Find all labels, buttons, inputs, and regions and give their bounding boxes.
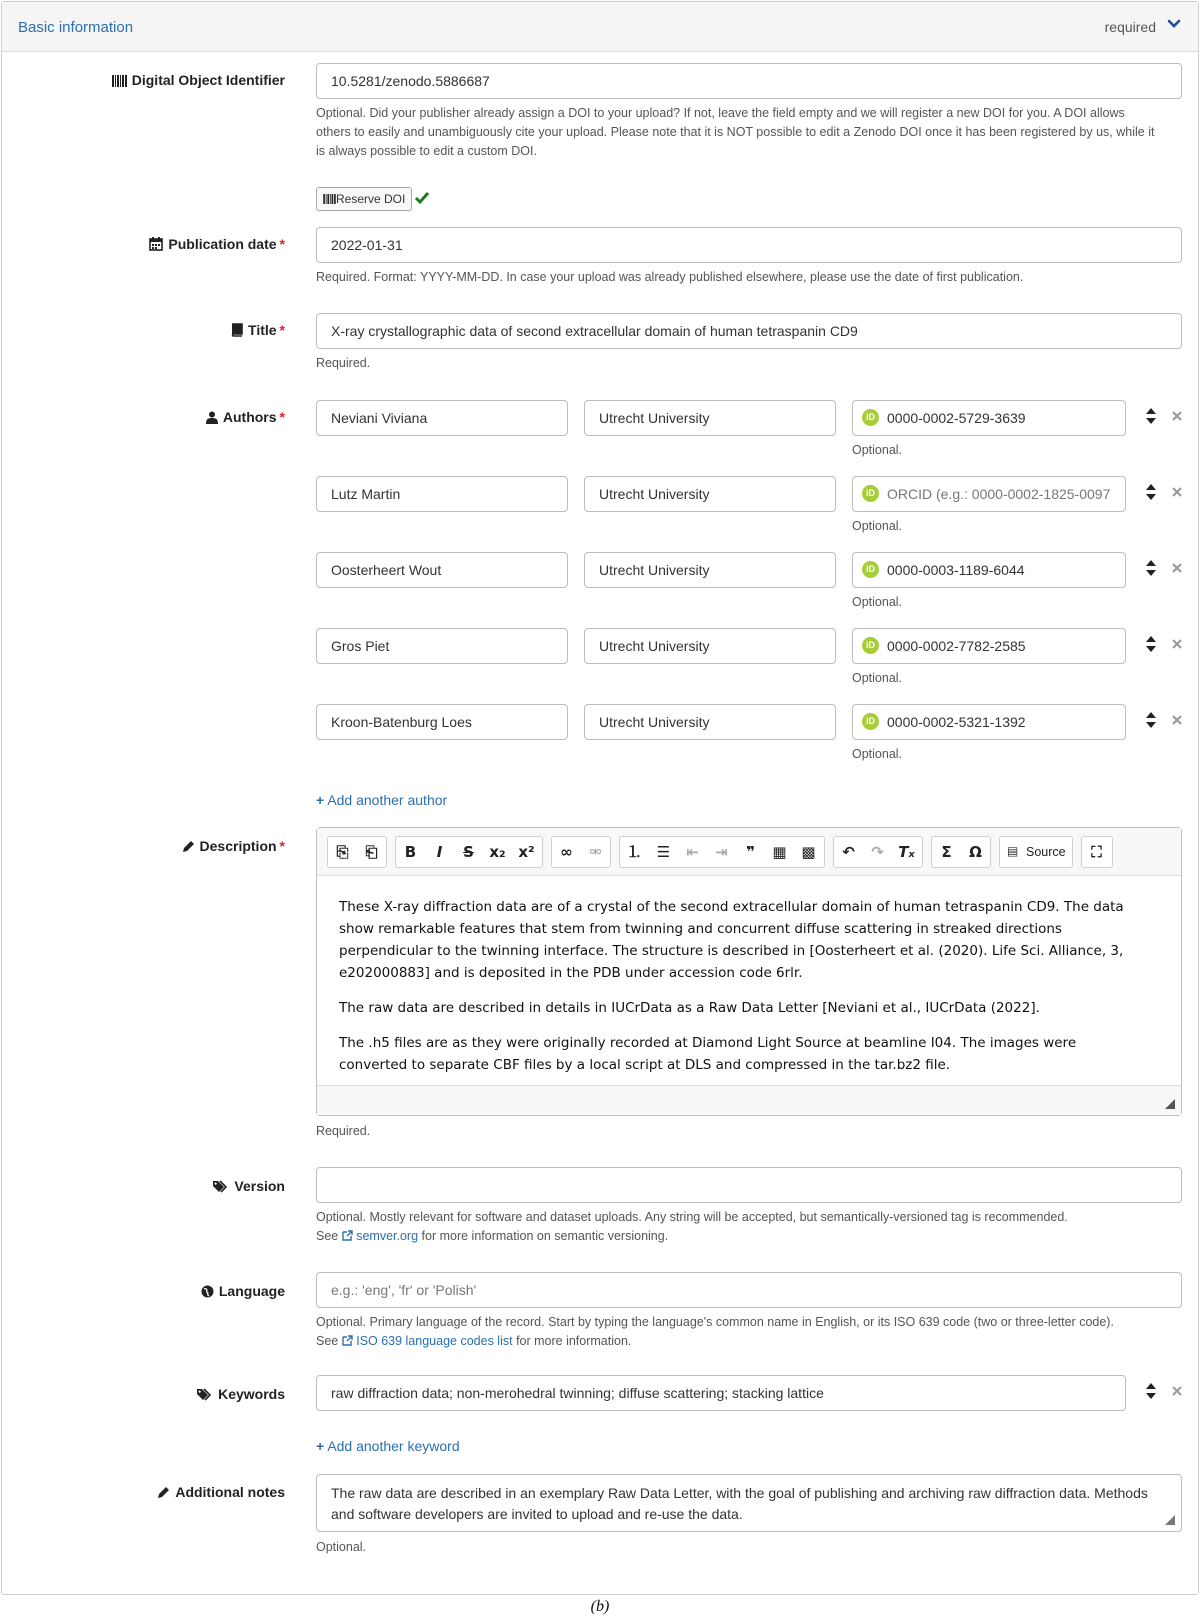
globe-icon (201, 1285, 214, 1298)
link-group (551, 836, 611, 868)
version-help (316, 1208, 1196, 1246)
sort-icon[interactable] (1144, 559, 1158, 577)
orcid-icon: iD (862, 713, 879, 730)
add-author-label: Add another author (327, 792, 448, 808)
undo-icon[interactable]: ↶ (842, 843, 855, 861)
author-affiliation-input[interactable] (584, 552, 836, 588)
author-name-input[interactable] (316, 552, 568, 588)
remove-icon[interactable] (1170, 407, 1184, 425)
strikethrough-icon[interactable]: S (463, 843, 474, 861)
paste-text-icon[interactable]: ⎘ (336, 843, 349, 861)
maximize-icon[interactable]: ⛶ (1091, 843, 1102, 861)
publication-date-label (60, 236, 285, 252)
sort-icon[interactable] (1144, 483, 1158, 501)
tags-icon (197, 1388, 213, 1401)
panel-title[interactable]: Basic information (18, 19, 134, 36)
author-orcid-input[interactable] (852, 628, 1126, 664)
keywords-label (60, 1386, 285, 1402)
math-sigma-icon[interactable]: Σ (941, 843, 952, 861)
indent-icon[interactable]: ⇥ (715, 843, 728, 861)
language-help-pre: See (316, 1334, 339, 1348)
author-orcid-input[interactable] (852, 552, 1126, 588)
authors-label-text: Authors (222, 409, 277, 425)
language-label-text: Language (218, 1283, 285, 1299)
source-label: Source (1026, 845, 1066, 859)
title-label (60, 322, 285, 338)
book-icon (230, 323, 243, 337)
bulleted-list-icon[interactable]: ☰ (656, 843, 671, 861)
author-affiliation-input[interactable] (584, 628, 836, 664)
user-icon (206, 411, 218, 424)
doi-label (60, 72, 285, 88)
author-affiliation-input[interactable] (584, 476, 836, 512)
source-button[interactable] (999, 836, 1073, 868)
notes-label (60, 1484, 285, 1500)
orcid-icon: iD (862, 561, 879, 578)
author-name-input[interactable] (316, 704, 568, 740)
author-orcid-input[interactable] (852, 704, 1126, 740)
subscript-icon[interactable]: x₂ (489, 843, 506, 861)
publication-date-help: Required. Format: YYYY-MM-DD. In case your upload was already published elsewhere, please use the date of first publication. (316, 270, 1024, 284)
publication-date-label-text: Publication date (168, 236, 277, 252)
description-editor[interactable] (316, 827, 1182, 1116)
keywords-label-text: Keywords (218, 1386, 285, 1402)
external-link-icon (342, 1230, 353, 1241)
remove-format-icon[interactable]: Tₓ (898, 843, 915, 861)
paragraph-group (619, 836, 825, 868)
semver-link[interactable]: semver.org (356, 1229, 419, 1243)
description-label (60, 838, 285, 854)
author-affiliation-input[interactable] (584, 704, 836, 740)
publication-date-input[interactable] (316, 227, 1182, 263)
version-input[interactable] (316, 1167, 1182, 1203)
language-input[interactable] (316, 1272, 1182, 1308)
sort-icon[interactable] (1144, 635, 1158, 653)
orcid-help: Optional. (852, 747, 903, 761)
external-link-icon (342, 1335, 353, 1346)
author-name-input[interactable] (316, 628, 568, 664)
orcid-help: Optional. (852, 671, 903, 685)
superscript-icon[interactable]: x² (518, 843, 535, 861)
insert-group (931, 836, 991, 868)
sort-icon[interactable] (1144, 407, 1158, 425)
doi-help-line: others to easily and unambiguously cite your upload. Please note that it is NOT possible to edit a Zenodo DOI once it has been registered by us, while it (316, 125, 1155, 139)
special-char-icon[interactable]: Ω (969, 843, 982, 861)
table-icon[interactable]: ▦ (772, 843, 787, 861)
maximize-group (1081, 836, 1113, 868)
description-label-text: Description (199, 838, 277, 854)
redo-icon[interactable]: ↷ (871, 843, 884, 861)
version-help-line (316, 1227, 1196, 1246)
notes-help: Optional. (316, 1540, 367, 1554)
author-orcid-input[interactable] (852, 476, 1126, 512)
orcid-icon: iD (862, 637, 879, 654)
remove-icon[interactable] (1170, 635, 1184, 653)
history-group (833, 836, 923, 868)
checkmark-icon (414, 190, 430, 206)
notes-text: The raw data are described in an exemplary Raw Data Letter, with the goal of publishing and archiving raw diffraction data. Methods and software developers are invited to upload and re-use the data. (331, 1485, 1148, 1522)
barcode-icon (112, 75, 127, 87)
description-paragraph: The raw data are described in details in IUCrData as a Raw Data Letter [Neviani et al., IUCrData (2022]. (339, 1000, 1040, 1016)
title-label-text: Title (248, 322, 277, 338)
keyword-input[interactable] (316, 1375, 1126, 1411)
italic-icon[interactable]: I (436, 843, 443, 861)
resize-handle-icon[interactable] (1165, 1515, 1175, 1525)
image-icon[interactable]: ▩ (801, 843, 816, 861)
title-input[interactable] (316, 313, 1182, 349)
panel-header[interactable] (2, 2, 1198, 52)
orcid-help: Optional. (852, 595, 903, 609)
iso-639-link[interactable]: ISO 639 language codes list (356, 1334, 513, 1348)
clipboard-group (327, 836, 387, 868)
barcode-icon (323, 194, 336, 204)
doi-help-line: is always possible to edit a custom DOI. (316, 144, 537, 158)
pencil-icon (182, 840, 195, 853)
orcid-help: Optional. (852, 443, 903, 457)
language-label (60, 1283, 285, 1299)
link-icon[interactable]: ∞ (560, 843, 573, 861)
author-name-input[interactable] (316, 476, 568, 512)
reserve-doi-button[interactable] (316, 187, 412, 211)
outdent-icon[interactable]: ⇤ (686, 843, 699, 861)
required-label: required (1104, 19, 1156, 35)
paste-word-icon[interactable]: ⎗ (365, 843, 378, 861)
version-help-line: Optional. Mostly relevant for software and dataset uploads. Any string will be accepted, but semantically-versioned tag is recommended. (316, 1210, 1068, 1224)
notes-label-text: Additional notes (175, 1484, 285, 1500)
orcid-help: Optional. (852, 519, 903, 533)
tags-icon (213, 1180, 229, 1193)
author-name-input[interactable] (316, 400, 568, 436)
sort-icon[interactable] (1144, 711, 1158, 729)
title-help: Required. (316, 356, 371, 370)
notes-textarea[interactable] (316, 1474, 1182, 1532)
language-help-line: Optional. Primary language of the record. Start by typing the language's common name in English, or its ISO 639 code (two or three-letter code). (316, 1315, 1114, 1329)
version-label-text: Version (234, 1178, 285, 1194)
bold-icon[interactable]: B (404, 843, 417, 861)
doi-input[interactable] (316, 63, 1182, 99)
plus-icon: + (316, 792, 325, 808)
format-group (395, 836, 543, 868)
orcid-icon: iD (862, 485, 879, 502)
description-paragraph: These X-ray diffraction data are of a crystal of the second extracellular domain of human tetraspanin CD9. The data show remarkable features that stem from twinning and concurrent diffuse scattering in streaked directions perpendicular to the twinning interface. The structure is described in [Oosterheert et al. (2020). Life Sci. Alliance, 3, e202000883] and is deposited in the PDB under accession code 6rlr. (339, 899, 1124, 981)
plus-icon: + (316, 1438, 325, 1454)
remove-icon[interactable] (1170, 559, 1184, 577)
version-label (60, 1178, 285, 1194)
required-star: * (279, 322, 285, 338)
calendar-icon (149, 237, 163, 251)
doi-label-text: Digital Object Identifier (131, 72, 285, 88)
remove-icon[interactable] (1170, 711, 1184, 729)
orcid-icon: iD (862, 409, 879, 426)
numbered-list-icon[interactable]: ⒈ (626, 843, 642, 861)
language-help-line (316, 1332, 1196, 1351)
language-help-post: for more information. (516, 1334, 632, 1348)
unlink-icon[interactable]: ⚮ (589, 843, 602, 861)
source-icon: ▤ (1007, 844, 1019, 858)
required-star: * (279, 409, 285, 425)
blockquote-icon[interactable]: ❞ (746, 843, 755, 861)
author-orcid-input[interactable] (852, 400, 1126, 436)
add-keyword-label: Add another keyword (327, 1438, 460, 1454)
add-author-link[interactable] (316, 792, 447, 808)
figure-caption: (b) (590, 1598, 610, 1615)
editor-toolbar (317, 828, 1181, 876)
language-help (316, 1313, 1196, 1351)
author-affiliation-input[interactable] (584, 400, 836, 436)
version-help-post: for more information on semantic versioning. (421, 1229, 669, 1243)
reserve-doi-label: Reserve DOI (336, 192, 406, 206)
chevron-down-icon[interactable] (1166, 16, 1182, 32)
editor-footer (317, 1085, 1181, 1115)
sort-icon[interactable] (1144, 1382, 1158, 1400)
description-paragraph: The .h5 files are as they were originally recorded at Diamond Light Source at beamline I04. The images were converted to separate CBF files by a local script at DLS and compressed in the tar.bz2 file. (339, 1035, 1077, 1073)
pencil-icon (157, 1486, 170, 1499)
doi-help (316, 104, 1196, 161)
doi-help-line: Optional. Did your publisher already assign a DOI to your upload? If not, leave the field empty and we will register a new DOI for you. A DOI allows (316, 106, 1125, 120)
remove-icon[interactable] (1170, 1382, 1184, 1400)
editor-content[interactable] (339, 896, 1141, 1089)
version-help-pre: See (316, 1229, 339, 1243)
resize-handle-icon[interactable] (1165, 1099, 1175, 1109)
authors-label (60, 409, 285, 425)
required-star: * (279, 236, 285, 252)
add-keyword-link[interactable] (316, 1438, 460, 1454)
description-help: Required. (316, 1124, 371, 1138)
remove-icon[interactable] (1170, 483, 1184, 501)
required-star: * (279, 838, 285, 854)
